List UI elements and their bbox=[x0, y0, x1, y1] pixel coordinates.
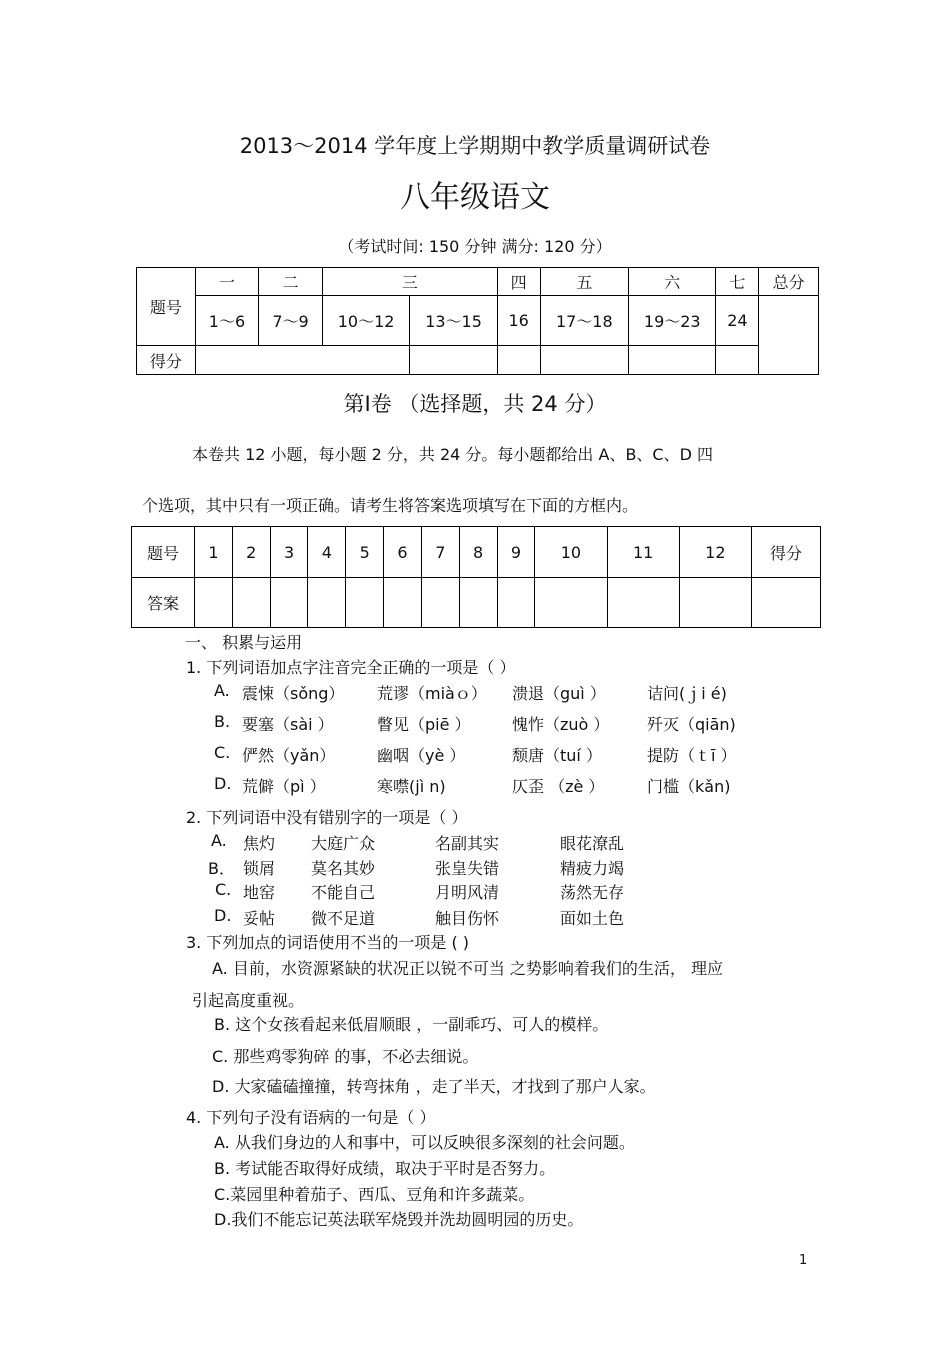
q1-option-c-word2: 幽咽（yè ） bbox=[377, 746, 466, 765]
q2-option-b-letter: B． bbox=[208, 859, 235, 878]
q2-option-d-word1: 妥帖 bbox=[243, 909, 276, 928]
answer-table-label-number: 题号 bbox=[132, 527, 195, 578]
q1-option-a-letter: A. bbox=[214, 681, 230, 700]
q1-option-c-letter: C. bbox=[214, 743, 231, 762]
section-header: 七 bbox=[716, 268, 759, 296]
q3-option-b: B. 这个女孩看起来低眉顺眼 ，一副乖巧、可人的模样。 bbox=[214, 1015, 609, 1034]
q2-option-c-word3: 月明风清 bbox=[435, 883, 500, 902]
range-cell: 19～23 bbox=[629, 296, 716, 346]
section-header: 六 bbox=[629, 268, 716, 296]
q1-option-d-word2: 寒噤(jì n) bbox=[377, 777, 446, 796]
q1-option-a-word1: 震悚（sǒng） bbox=[242, 684, 345, 703]
range-cell: 1～6 bbox=[195, 296, 259, 346]
q2-option-d-letter: D. bbox=[214, 906, 232, 925]
answer-cell[interactable] bbox=[346, 578, 384, 628]
q1-option-d-word1: 荒僻（pì ） bbox=[242, 777, 326, 796]
q1-option-a-word3: 溃退（guì ） bbox=[512, 684, 606, 703]
answer-cell[interactable] bbox=[232, 578, 270, 628]
question-number-cell: 5 bbox=[346, 527, 384, 578]
section-header: 三 bbox=[322, 268, 497, 296]
q2-option-b-word2: 莫名其妙 bbox=[311, 859, 376, 878]
question-number-cell: 11 bbox=[607, 527, 679, 578]
q2-option-d-word4: 面如土色 bbox=[560, 909, 625, 928]
q1-option-b-word1: 要塞（sài ） bbox=[242, 715, 334, 734]
question-number-cell: 2 bbox=[232, 527, 270, 578]
question-number-cell: 12 bbox=[679, 527, 751, 578]
q4-option-c: C.菜园里种着茄子、西瓜、豆角和许多蔬菜。 bbox=[214, 1185, 535, 1204]
part1-intro-line2: 个选项，其中只有一项正确。请考生将答案选项填写在下面的方框内。 bbox=[142, 496, 639, 515]
score-input-cell[interactable] bbox=[540, 346, 628, 375]
q2-option-a-word2: 大庭广众 bbox=[311, 834, 376, 853]
question-number-cell: 3 bbox=[270, 527, 308, 578]
question-number-cell: 4 bbox=[308, 527, 346, 578]
q3-option-c: C. 那些鸡零狗碎 的事，不必去细说。 bbox=[212, 1047, 479, 1066]
section-header: 二 bbox=[259, 268, 323, 296]
q3-option-d: D. 大家磕磕撞撞，转弯抹角 ，走了半天，才找到了那户人家。 bbox=[212, 1077, 656, 1096]
answer-cell[interactable] bbox=[195, 578, 233, 628]
q2-option-d-word3: 触目伤怀 bbox=[435, 909, 500, 928]
q4-option-d: D.我们不能忘记英法联军烧毁并洗劫圆明园的历史。 bbox=[214, 1210, 584, 1229]
q1-option-a-word4: 诘问(ｊi é) bbox=[647, 684, 727, 703]
subject-title: 八年级语文 bbox=[400, 180, 550, 215]
q2-option-c-word2: 不能自己 bbox=[311, 883, 376, 902]
answer-cell[interactable] bbox=[497, 578, 535, 628]
question-3-stem: 3. 下列加点的词语使用不当的一项是 ( ) bbox=[186, 933, 470, 952]
question-number-cell: 6 bbox=[384, 527, 422, 578]
answer-cell[interactable] bbox=[679, 578, 751, 628]
question-4-stem: 4. 下列句子没有语病的一句是（ ） bbox=[186, 1108, 436, 1127]
score-table-label-number: 题号 bbox=[137, 268, 196, 346]
question-number-cell: 8 bbox=[459, 527, 497, 578]
range-cell: 24 bbox=[716, 296, 759, 346]
q1-option-c-word1: 俨然（yǎn） bbox=[242, 746, 336, 765]
question-number-cell: 1 bbox=[195, 527, 233, 578]
q2-option-b-word4: 精疲力竭 bbox=[560, 859, 625, 878]
q1-option-b-letter: B. bbox=[214, 712, 231, 731]
q1-option-d-word4: 门槛（kǎn) bbox=[647, 777, 731, 796]
section-header: 四 bbox=[497, 268, 540, 296]
section-header: 一 bbox=[195, 268, 259, 296]
answer-cell[interactable] bbox=[308, 578, 346, 628]
total-score-cell[interactable] bbox=[759, 296, 819, 375]
score-input-cell[interactable] bbox=[195, 346, 410, 375]
score-input-cell[interactable] bbox=[410, 346, 497, 375]
score-table-label-score: 得分 bbox=[137, 346, 196, 375]
q1-option-b-word3: 愧怍（zuò ） bbox=[512, 715, 610, 734]
q1-option-c-word4: 提防（ｔī ） bbox=[647, 746, 737, 765]
answer-cell[interactable] bbox=[421, 578, 459, 628]
section1-heading: 一、 积累与运用 bbox=[185, 633, 303, 652]
q1-option-d-word3: 仄歪 （zè ） bbox=[512, 777, 605, 796]
q1-option-c-word3: 颓唐（tuí ） bbox=[512, 746, 602, 765]
q1-option-b-word2: 瞥见（piē ） bbox=[377, 715, 471, 734]
answer-cell[interactable] bbox=[270, 578, 308, 628]
question-number-cell: 7 bbox=[421, 527, 459, 578]
answer-table bbox=[131, 526, 821, 628]
score-input-cell[interactable] bbox=[497, 346, 540, 375]
q1-option-b-word4: 歼灭（qiān) bbox=[647, 715, 736, 734]
range-cell: 10～12 bbox=[322, 296, 409, 346]
answer-cell[interactable] bbox=[459, 578, 497, 628]
part1-title: 第Ⅰ卷 （选择题，共 24 分） bbox=[343, 392, 607, 416]
q2-option-a-word4: 眼花潦乱 bbox=[560, 834, 625, 853]
answer-table-label-score: 得分 bbox=[752, 527, 821, 578]
q4-option-b: B. 考试能否取得好成绩，取决于平时是否努力。 bbox=[214, 1159, 556, 1178]
q1-option-a-word2: 荒谬（miàｏ） bbox=[377, 684, 487, 703]
q1-option-d-letter: D. bbox=[214, 774, 232, 793]
q2-option-b-word1: 锁屑 bbox=[243, 859, 276, 878]
question-number-cell: 9 bbox=[497, 527, 535, 578]
q2-option-d-word2: 微不足道 bbox=[311, 909, 376, 928]
range-cell: 7～9 bbox=[259, 296, 323, 346]
q2-option-c-letter: C. bbox=[215, 880, 232, 899]
q4-option-a: A. 从我们身边的人和事中，可以反映很多深刻的社会问题。 bbox=[214, 1133, 635, 1152]
part1-intro-line1: 本卷共 12 小题，每小题 2 分，共 24 分。每小题都给出 A、B、C、D 四 bbox=[192, 445, 714, 464]
exam-title: 2013～2014 学年度上学期期中教学质量调研试卷 bbox=[239, 134, 711, 158]
exam-meta: （考试时间: 150 分钟 满分: 120 分） bbox=[338, 237, 612, 256]
range-cell: 16 bbox=[497, 296, 540, 346]
answer-score-cell[interactable] bbox=[752, 578, 821, 628]
q2-option-b-word3: 张皇失错 bbox=[435, 859, 500, 878]
score-table bbox=[136, 267, 819, 375]
q2-option-a-word1: 焦灼 bbox=[243, 834, 276, 853]
section-header-total: 总分 bbox=[759, 268, 819, 296]
answer-cell[interactable] bbox=[535, 578, 607, 628]
q2-option-a-letter: A. bbox=[211, 831, 227, 850]
q2-option-a-word3: 名副其实 bbox=[435, 834, 500, 853]
answer-table-label-answer: 答案 bbox=[132, 578, 195, 628]
question-2-stem: 2. 下列词语中没有错别字的一项是（ ） bbox=[186, 808, 468, 827]
question-1-stem: 1. 下列词语加点字注音完全正确的一项是（ ） bbox=[186, 658, 516, 677]
q3-option-a-line1: A. 目前，水资源紧缺的状况正以锐不可当 之势影响着我们的生活， 理应 bbox=[212, 959, 724, 978]
q2-option-c-word4: 荡然无存 bbox=[560, 883, 625, 902]
range-cell: 17～18 bbox=[540, 296, 628, 346]
answer-cell[interactable] bbox=[607, 578, 679, 628]
page-number: 1 bbox=[799, 1253, 808, 1268]
section-header: 五 bbox=[540, 268, 628, 296]
score-input-cell[interactable] bbox=[716, 346, 759, 375]
score-input-cell[interactable] bbox=[629, 346, 716, 375]
range-cell: 13～15 bbox=[410, 296, 497, 346]
q3-option-a-line2: 引起高度重视。 bbox=[192, 991, 305, 1010]
answer-cell[interactable] bbox=[384, 578, 422, 628]
q2-option-c-word1: 地窑 bbox=[243, 883, 276, 902]
question-number-cell: 10 bbox=[535, 527, 607, 578]
